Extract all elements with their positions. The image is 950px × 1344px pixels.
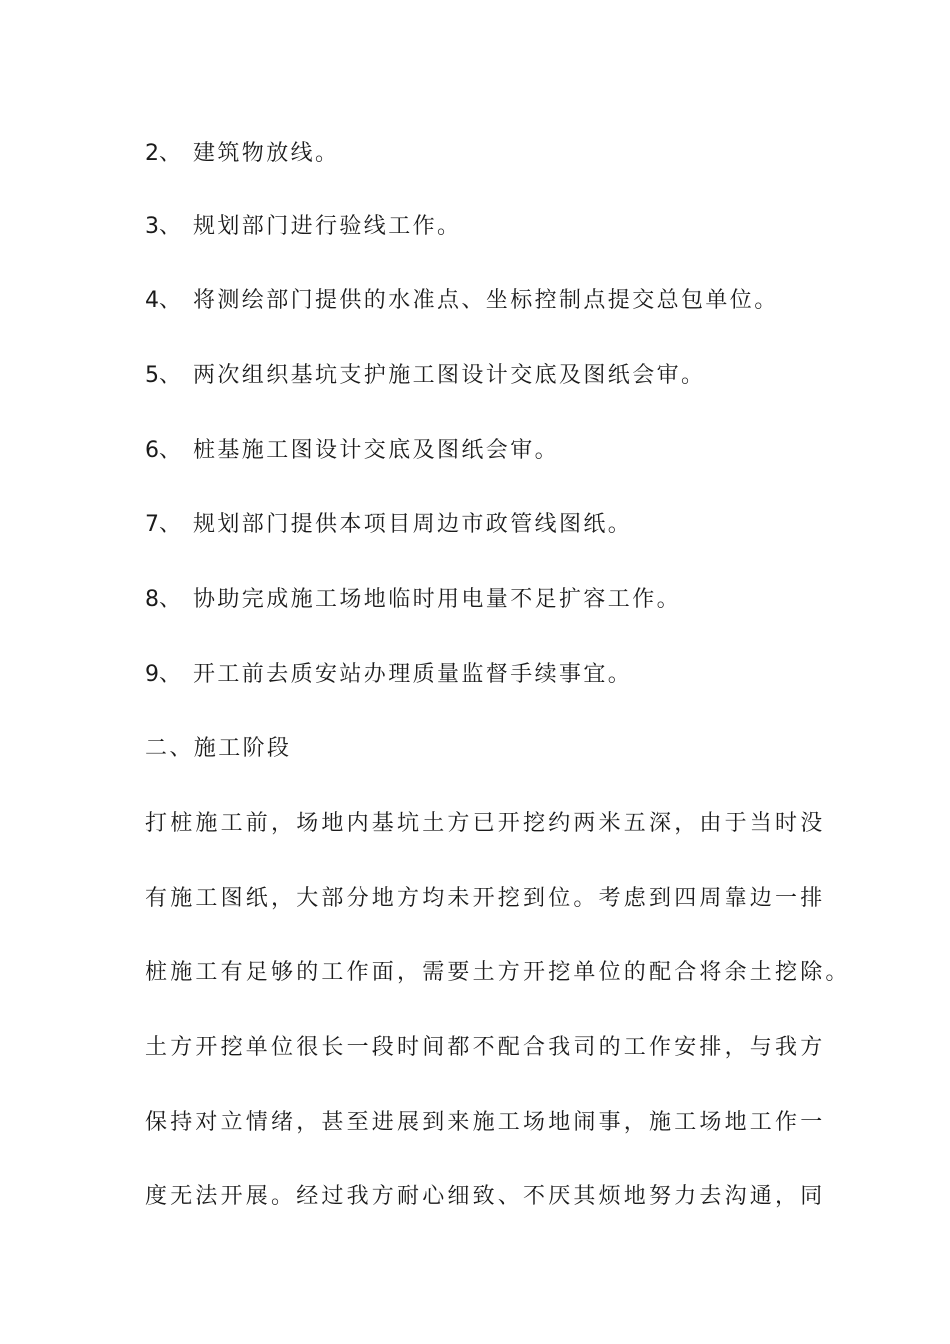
- list-item-text: 规划部门提供本项目周边市政管线图纸。: [193, 512, 633, 537]
- list-item-text: 将测绘部门提供的水准点、坐标控制点提交总包单位。: [193, 288, 779, 313]
- list-item-text: 两次组织基坑支护施工图设计交底及图纸会审。: [193, 363, 706, 388]
- list-item-number: 4、: [145, 288, 181, 313]
- paragraph-line: 保持对立情绪，甚至进展到来施工场地闹事，施工场地工作一: [145, 1110, 826, 1135]
- list-item-text: 桩基施工图设计交底及图纸会审。: [193, 438, 560, 463]
- list-item: [145, 212, 461, 242]
- list-item-number: 9、: [145, 662, 181, 687]
- list-item: [145, 585, 681, 615]
- list-item-number: 8、: [145, 587, 181, 612]
- list-item-text: 建筑物放线。: [193, 141, 340, 166]
- list-item: [145, 139, 339, 169]
- paragraph-line: 度无法开展。经过我方耐心细致、不厌其烦地努力去沟通，同: [145, 1184, 826, 1209]
- paragraph-line: 桩施工有足够的工作面，需要土方开挖单位的配合将余土挖除。: [145, 960, 851, 985]
- list-item-text: 规划部门进行验线工作。: [193, 214, 462, 239]
- list-item-number: 3、: [145, 214, 181, 239]
- list-item-text: 协助完成施工场地临时用电量不足扩容工作。: [193, 587, 682, 612]
- list-item: [145, 286, 779, 316]
- list-item-number: 6、: [145, 438, 181, 463]
- list-item-text: 开工前去质安站办理质量监督手续事宜。: [193, 662, 633, 687]
- paragraph-line: 土方开挖单位很长一段时间都不配合我司的工作安排，与我方: [145, 1035, 826, 1060]
- list-item: [145, 436, 559, 466]
- section-heading: 二、施工阶段: [145, 736, 292, 761]
- list-item: [145, 660, 632, 690]
- list-item: [145, 510, 632, 540]
- paragraph-line: 有施工图纸，大部分地方均未开挖到位。考虑到四周靠边一排: [145, 886, 826, 911]
- paragraph-line: 打桩施工前，场地内基坑土方已开挖约两米五深，由于当时没: [145, 811, 826, 836]
- list-item-number: 2、: [145, 141, 181, 166]
- list-item-number: 7、: [145, 512, 181, 537]
- list-item: [145, 361, 705, 391]
- list-item-number: 5、: [145, 363, 181, 388]
